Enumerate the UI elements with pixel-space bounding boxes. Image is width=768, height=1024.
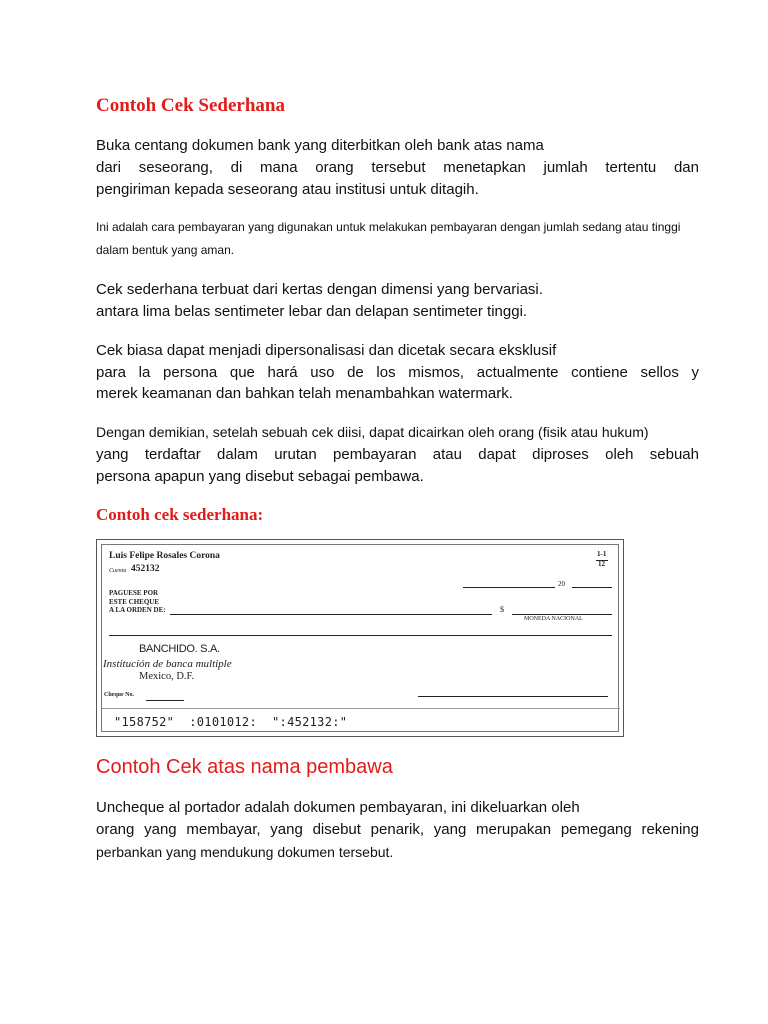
- para1-line2: dari seseorang, di mana orang tersebut menetapkan jumlah tertentu dan: [96, 159, 699, 176]
- cheque-image: [96, 539, 624, 737]
- cheque-no-line: [146, 700, 184, 701]
- cheque-signature-line: [418, 696, 608, 697]
- cheque-micr-divider: [102, 708, 620, 709]
- cheque-account-label: Cuenta: [109, 568, 127, 574]
- heading-contoh-cek-atas-nama-pembawa: Contoh Cek atas nama pembawa: [96, 756, 393, 778]
- para1-line1: Buka centang dokumen bank yang diterbitkan oleh bank atas nama: [96, 137, 544, 154]
- para6-line3: perbankan yang mendukung dokumen tersebut.: [96, 844, 394, 860]
- para3-line2: antara lima belas sentimeter lebar dan delapan sentimeter tinggi.: [96, 303, 528, 320]
- para4-line1: Cek biasa dapat menjadi dipersonalisasi dan dicetak secara eksklusif: [96, 342, 557, 359]
- cheque-currency-symbol: $: [500, 605, 504, 614]
- cheque-holder-name: Luis Felipe Rosales Corona: [109, 551, 220, 561]
- cheque-pay-line3: A LA ORDEN DE:: [109, 606, 166, 614]
- heading-contoh-cek-sederhana: Contoh Cek Sederhana: [96, 95, 285, 116]
- para5-line2: yang terdaftar dalam urutan pembayaran atau dapat diproses oleh sebuah: [96, 446, 699, 463]
- cheque-year-line: [572, 587, 612, 588]
- cheque-account-number: 452132: [131, 564, 160, 574]
- para1-line3: pengiriman kepada seseorang atau institusi untuk ditagih.: [96, 181, 479, 198]
- cheque-bank-line2: Institución de banca multiple: [103, 658, 232, 670]
- para6-line2: orang yang membayar, yang disebut penarik, yang merupakan pemegang rekening: [96, 821, 699, 838]
- cheque-pay-line2: ESTE CHEQUE: [109, 598, 159, 606]
- para5-line3: persona apapun yang disebut sebagai pembawa.: [96, 468, 424, 485]
- cheque-fraction-top: 1-1: [597, 550, 607, 558]
- para6-line1: Uncheque al portador adalah dokumen pembayaran, ini dikeluarkan oleh: [96, 799, 580, 816]
- heading-contoh-cek-sederhana-colon: Contoh cek sederhana:: [96, 505, 264, 524]
- para2-line2: dalam bentuk yang aman.: [96, 243, 235, 257]
- para5-line1: Dengan demikian, setelah sebuah cek diisi, dapat dicairkan oleh orang (fisik atau hukum): [96, 424, 649, 440]
- cheque-fraction-bottom: 12: [598, 560, 605, 568]
- cheque-currency-label: MONEDA NACIONAL: [524, 616, 583, 622]
- cheque-pay-line1: PAGUESE POR: [109, 589, 159, 597]
- para2-line1: Ini adalah cara pembayaran yang digunakan untuk melakukan pembayaran dengan jumlah sedang atau tinggi: [96, 220, 681, 234]
- cheque-no-label: Cheque No.: [104, 692, 135, 698]
- cheque-payee-line: [170, 614, 492, 615]
- para4-line3: merek keamanan dan bahkan telah menambahkan watermark.: [96, 385, 513, 402]
- cheque-bank-name: BANCHIDO. S.A.: [139, 643, 220, 655]
- cheque-micr-line: "158752" :0101012: ":452132:": [114, 715, 348, 729]
- cheque-date-suffix: 20: [558, 580, 565, 588]
- cheque-amount-line: [512, 614, 612, 615]
- cheque-amount-words-line: [109, 635, 612, 636]
- cheque-date-line: [463, 587, 555, 588]
- cheque-frame: [101, 544, 619, 732]
- para4-line2: para la persona que hará uso de los mismos, actualmente contiene sellos y: [96, 364, 699, 381]
- cheque-bank-line3: Mexico, D.F.: [139, 671, 195, 682]
- para3-line1: Cek sederhana terbuat dari kertas dengan dimensi yang bervariasi.: [96, 281, 543, 298]
